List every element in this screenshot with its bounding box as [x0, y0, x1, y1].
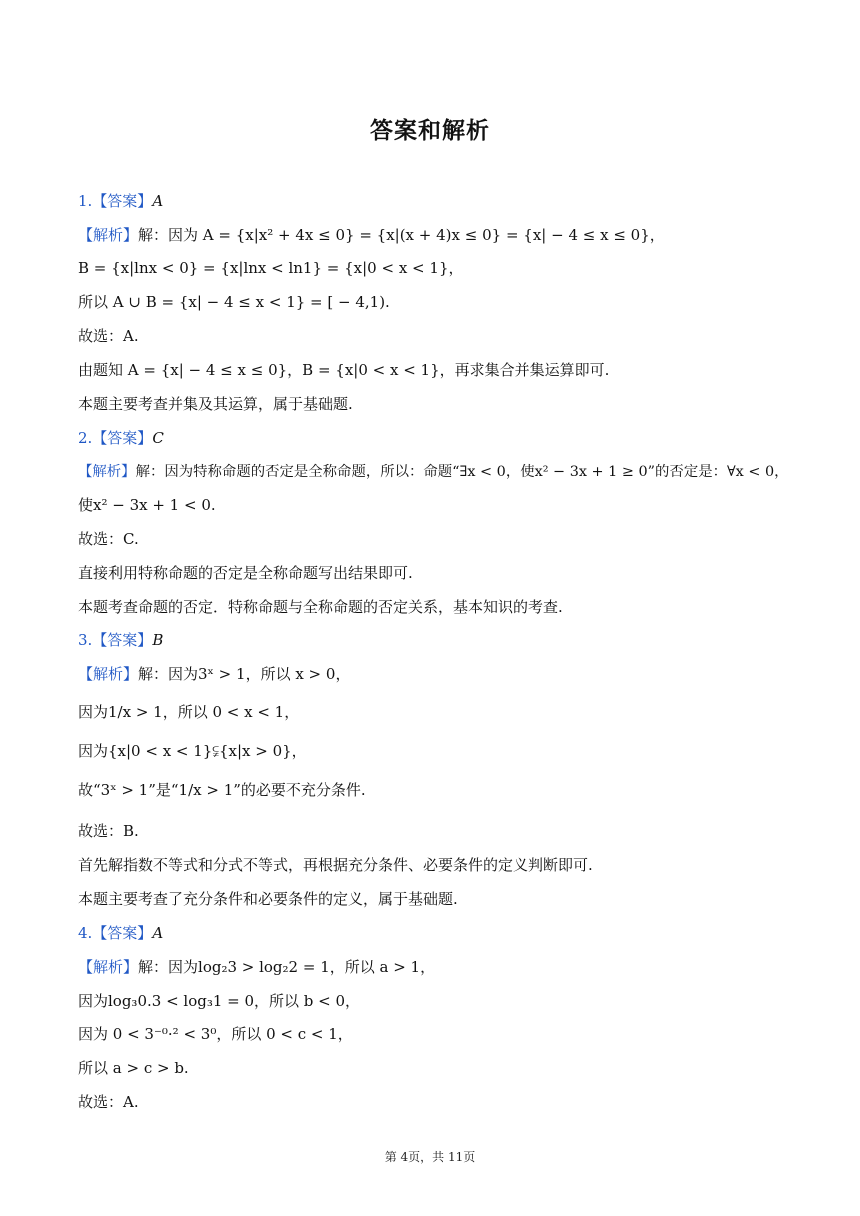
- text-line: [78, 325, 139, 347]
- line-text: 故选：C.: [78, 530, 139, 548]
- line-text: 因为 0 < 3⁻⁰·² < 3⁰，所以 0 < c < 1，: [78, 1025, 353, 1043]
- label-prefix: 【解析】: [78, 464, 136, 480]
- line-text: B: [152, 631, 164, 649]
- text-line: [78, 359, 609, 381]
- line-text: 由题知 A = {x| − 4 ≤ x ≤ 0}，B = {x|0 < x < 1}，再求集合并集运算即可.: [78, 361, 610, 379]
- line-text: 解：因为特称命题的否定是全称命题，所以：命题“∃x < 0，使x² − 3x + 1 ≥ 0”的否定是：∀x < 0，: [135, 464, 789, 480]
- text-line: [78, 779, 366, 801]
- page-title: 答案和解析: [370, 118, 490, 144]
- line-text: 因为{x|0 < x < 1}⫋{x|x > 0}，: [78, 742, 307, 760]
- text-line: [78, 393, 353, 415]
- answer-line-4: [78, 922, 163, 944]
- line-text: 解：因为log₂3 > log₂2 = 1，所以 a > 1，: [138, 958, 436, 976]
- line-text: 所以 A ∪ B = {x| − 4 ≤ x < 1} = [ − 4,1).: [78, 293, 390, 311]
- line-text: 解：因为3ˣ > 1，所以 x > 0，: [138, 665, 351, 683]
- line-text: 解：因为 A = {x|x² + 4x ≤ 0} = {x|(x + 4)x ≤ 0} = {x| − 4 ≤ x ≤ 0}，: [138, 226, 665, 244]
- text-line: [78, 854, 593, 876]
- label-prefix: 1.【答案】: [78, 192, 153, 210]
- label-prefix: 2.【答案】: [78, 429, 153, 447]
- line-text: 因为log₃0.3 < log₃1 = 0，所以 b < 0，: [78, 992, 361, 1010]
- line-text: 直接利用特称命题的否定是全称命题写出结果即可.: [78, 564, 413, 582]
- text-line: [78, 596, 563, 618]
- label-prefix: 【解析】: [78, 226, 139, 244]
- text-line: [78, 740, 307, 762]
- line-text: A: [152, 192, 164, 210]
- label-prefix: 【解析】: [78, 665, 139, 683]
- line-text: 本题主要考查并集及其运算，属于基础题.: [78, 395, 353, 413]
- text-line: [78, 888, 458, 910]
- line-text: 故“3ˣ > 1”是“1/x > 1”的必要不充分条件.: [78, 781, 366, 799]
- analysis-line: [78, 663, 350, 685]
- text-line: [78, 528, 139, 550]
- text-line: [78, 990, 360, 1012]
- line-text: 本题考查命题的否定．特称命题与全称命题的否定关系，基本知识的考查.: [78, 598, 563, 616]
- line-text: 使x² − 3x + 1 < 0.: [78, 496, 216, 514]
- line-text: A: [152, 924, 164, 942]
- answer-line-3: [78, 629, 163, 651]
- label-prefix: 4.【答案】: [78, 924, 153, 942]
- text-line: [78, 701, 299, 723]
- line-text: 故选：B.: [78, 822, 139, 840]
- line-text: 故选：A.: [78, 327, 139, 345]
- line-text: 本题主要考查了充分条件和必要条件的定义，属于基础题.: [78, 890, 458, 908]
- text-line: [78, 562, 413, 584]
- text-line: [78, 291, 390, 313]
- line-text: 所以 a > c > b.: [78, 1059, 189, 1077]
- answer-line-1: [78, 190, 163, 212]
- text-line: [78, 1091, 139, 1113]
- text-line: [78, 257, 463, 279]
- text-line: [78, 494, 216, 516]
- analysis-line: [78, 461, 789, 483]
- text-line: [78, 1023, 353, 1045]
- line-text: B = {x|lnx < 0} = {x|lnx < ln1} = {x|0 < x < 1}，: [78, 259, 464, 277]
- analysis-line: [78, 956, 435, 978]
- line-text: 首先解指数不等式和分式不等式，再根据充分条件、必要条件的定义判断即可.: [78, 856, 593, 874]
- line-text: C: [152, 429, 164, 447]
- text-line: [78, 820, 139, 842]
- line-text: 故选：A.: [78, 1093, 139, 1111]
- label-prefix: 3.【答案】: [78, 631, 153, 649]
- answer-line-2: [78, 427, 164, 449]
- page-footer: 第 4页，共 11页: [384, 1150, 476, 1164]
- line-text: 因为1/x > 1，所以 0 < x < 1，: [78, 703, 300, 721]
- text-line: [78, 1057, 189, 1079]
- label-prefix: 【解析】: [78, 958, 139, 976]
- analysis-line: [78, 224, 665, 246]
